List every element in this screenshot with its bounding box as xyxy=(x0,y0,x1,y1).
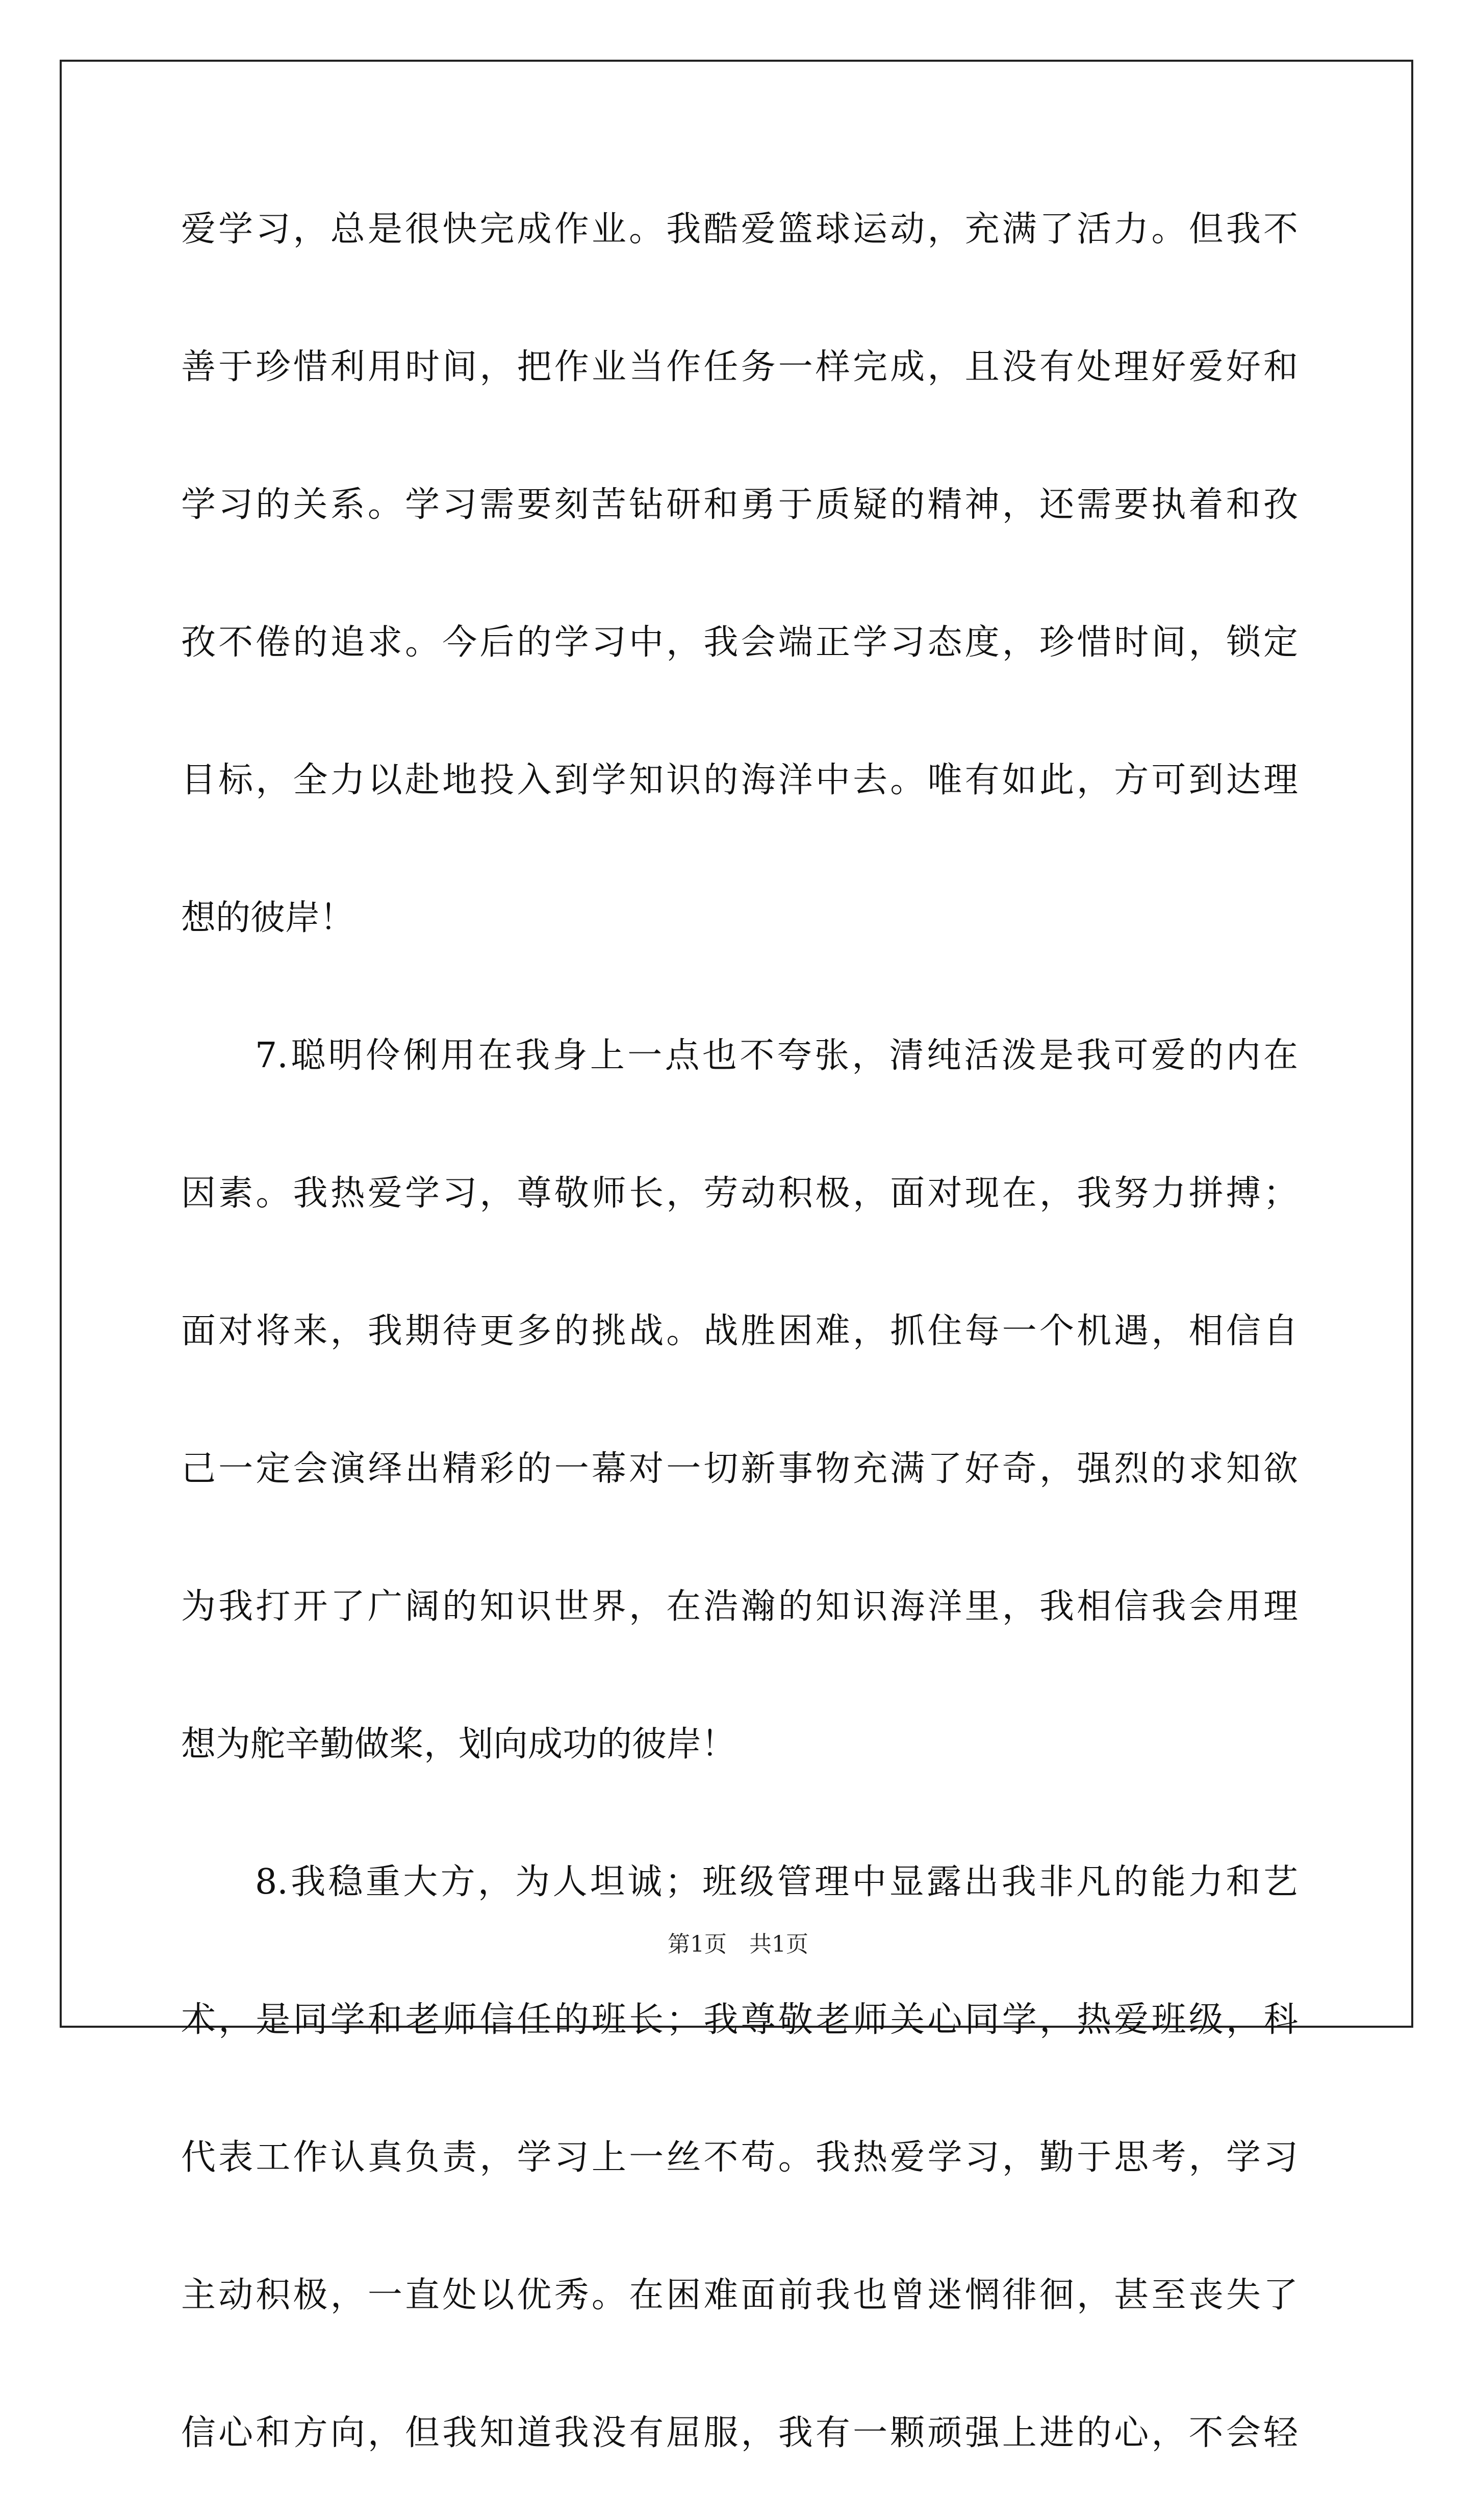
text-line: 爱学习，总是很快完成作业。我酷爱篮球运动，充满了活力。但我不 xyxy=(181,209,1298,249)
text-line: 想为舵辛勤做桨，划向成功的彼岸！ xyxy=(181,1724,736,1765)
text-line: 学习的关系。学习需要刻苦钻研和勇于质疑的精神，还需要执着和孜 xyxy=(181,485,1298,525)
paragraph-start-8: 8.我稳重大方，为人坦诚；班级管理中显露出我非凡的能力和艺 xyxy=(255,1862,1298,1902)
page-footer: 第1页 共1页 xyxy=(668,1931,808,1957)
text-line: 面对将来，我期待更多的挑战。战胜困难，抓住每一个机遇，相信自 xyxy=(181,1311,1298,1351)
text-line: 主动积极，一直处以优秀。在困难面前我也曾迷惘徘徊，甚至丧失了 xyxy=(181,2275,1298,2315)
text-line: 孜不倦的追求。今后的学习中，我会端正学习态度，珍惜时间，锁定 xyxy=(181,622,1298,663)
text-line: 想的彼岸！ xyxy=(181,898,355,938)
text-line: 善于珍惜利用时间，把作业当作任务一样完成，且没有处理好爱好和 xyxy=(181,347,1298,387)
text-line: 术，是同学和老师信任的班长；我尊敬老师关心同学，热爱班级，科 xyxy=(181,2000,1298,2040)
text-line: 信心和方向，但我知道我没有屈服，我有一颗顽强上进的心，不会轻 xyxy=(181,2413,1298,2453)
text-line: 为我打开了广阔的知识世界，在浩瀚的知识海洋里，我相信我会用理 xyxy=(181,1586,1298,1627)
text-line: 代表工作认真负责，学习上一丝不苟。我热爱学习，勤于思考，学习 xyxy=(181,2137,1298,2178)
text-line: 目标，全力以赴地投入到学知识的海洋中去。唯有如此，方可到达理 xyxy=(181,760,1298,800)
document-body xyxy=(181,179,1298,2520)
paragraph-start-7: 7.聪明伶俐用在我身上一点也不夸张，清纯活泼是我可爱的内在 xyxy=(255,1036,1298,1076)
text-line: 因素。我热爱学习，尊敬师长，劳动积极，面对现在，我努力拼搏； xyxy=(181,1173,1298,1214)
text-line: 己一定会演绎出精彩的一幕对一切新事物充满了好奇，强烈的求知欲 xyxy=(181,1449,1298,1489)
